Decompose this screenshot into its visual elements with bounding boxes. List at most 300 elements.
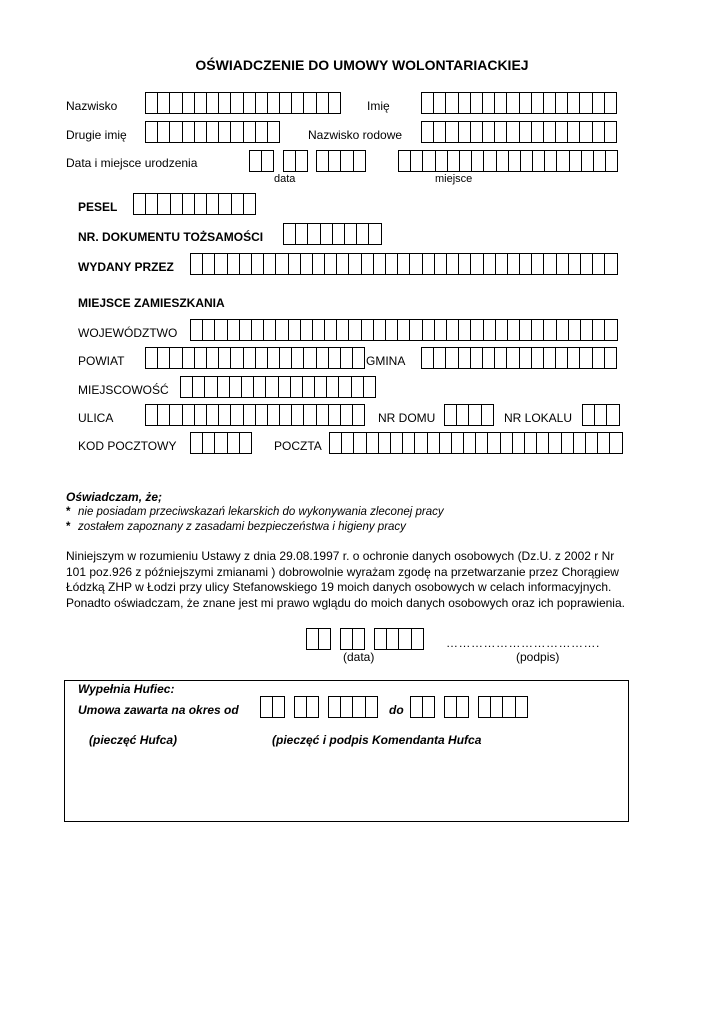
char-cell[interactable] — [580, 92, 592, 114]
input-from-year[interactable] — [328, 696, 378, 718]
char-cell[interactable] — [337, 253, 349, 275]
input-nazwisko[interactable] — [145, 92, 341, 114]
char-cell[interactable] — [581, 253, 593, 275]
input-pesel[interactable] — [133, 193, 256, 215]
char-cell[interactable] — [544, 121, 556, 143]
input-nr-lokalu[interactable] — [582, 404, 620, 426]
char-cell[interactable] — [349, 253, 361, 275]
char-cell[interactable] — [580, 121, 592, 143]
char-cell[interactable] — [256, 404, 268, 426]
char-cell[interactable] — [181, 376, 193, 398]
char-cell[interactable] — [445, 696, 457, 718]
char-cell[interactable] — [158, 193, 170, 215]
char-cell[interactable] — [171, 193, 183, 215]
char-cell[interactable] — [354, 150, 366, 172]
char-cell[interactable] — [593, 319, 605, 341]
char-cell[interactable] — [292, 347, 304, 369]
char-cell[interactable] — [412, 628, 424, 650]
char-cell[interactable] — [422, 92, 434, 114]
char-cell[interactable] — [329, 696, 341, 718]
char-cell[interactable] — [329, 92, 341, 114]
char-cell[interactable] — [445, 404, 457, 426]
char-cell[interactable] — [219, 347, 231, 369]
input-ulica[interactable] — [145, 404, 365, 426]
char-cell[interactable] — [362, 253, 374, 275]
input-imie[interactable] — [421, 92, 617, 114]
char-cell[interactable] — [364, 376, 376, 398]
char-cell[interactable] — [423, 319, 435, 341]
char-cell[interactable] — [280, 92, 292, 114]
input-kod-pocztowy[interactable] — [190, 432, 252, 454]
char-cell[interactable] — [415, 432, 427, 454]
char-cell[interactable] — [483, 347, 495, 369]
char-cell[interactable] — [207, 121, 219, 143]
char-cell[interactable] — [244, 347, 256, 369]
char-cell[interactable] — [521, 150, 533, 172]
char-cell[interactable] — [291, 376, 303, 398]
char-cell[interactable] — [369, 223, 381, 245]
char-cell[interactable] — [544, 253, 556, 275]
input-sign-year[interactable] — [374, 628, 424, 650]
input-to-month[interactable] — [444, 696, 469, 718]
char-cell[interactable] — [203, 319, 215, 341]
input-sign-day[interactable] — [306, 628, 331, 650]
char-cell[interactable] — [195, 193, 207, 215]
char-cell[interactable] — [362, 319, 374, 341]
char-cell[interactable] — [292, 404, 304, 426]
char-cell[interactable] — [295, 696, 307, 718]
char-cell[interactable] — [496, 319, 508, 341]
char-cell[interactable] — [459, 253, 471, 275]
char-cell[interactable] — [218, 376, 230, 398]
char-cell[interactable] — [459, 92, 471, 114]
char-cell[interactable] — [304, 92, 316, 114]
char-cell[interactable] — [367, 432, 379, 454]
char-cell[interactable] — [183, 92, 195, 114]
char-cell[interactable] — [353, 696, 365, 718]
char-cell[interactable] — [341, 404, 353, 426]
char-cell[interactable] — [228, 253, 240, 275]
char-cell[interactable] — [353, 628, 365, 650]
char-cell[interactable] — [532, 319, 544, 341]
char-cell[interactable] — [568, 121, 580, 143]
char-cell[interactable] — [446, 92, 458, 114]
char-cell[interactable] — [557, 253, 569, 275]
char-cell[interactable] — [317, 347, 329, 369]
input-nazwisko-rodowe[interactable] — [421, 121, 617, 143]
char-cell[interactable] — [146, 347, 158, 369]
char-cell[interactable] — [337, 319, 349, 341]
char-cell[interactable] — [556, 92, 568, 114]
char-cell[interactable] — [605, 319, 617, 341]
char-cell[interactable] — [428, 432, 440, 454]
char-cell[interactable] — [289, 253, 301, 275]
char-cell[interactable] — [423, 696, 435, 718]
char-cell[interactable] — [569, 253, 581, 275]
char-cell[interactable] — [231, 404, 243, 426]
char-cell[interactable] — [325, 253, 337, 275]
char-cell[interactable] — [497, 150, 509, 172]
char-cell[interactable] — [341, 150, 353, 172]
char-cell[interactable] — [191, 253, 203, 275]
char-cell[interactable] — [244, 121, 256, 143]
char-cell[interactable] — [146, 193, 158, 215]
char-cell[interactable] — [333, 223, 345, 245]
char-cell[interactable] — [352, 376, 364, 398]
char-cell[interactable] — [191, 319, 203, 341]
char-cell[interactable] — [219, 121, 231, 143]
char-cell[interactable] — [434, 347, 446, 369]
char-cell[interactable] — [284, 150, 296, 172]
char-cell[interactable] — [545, 150, 557, 172]
char-cell[interactable] — [170, 92, 182, 114]
char-cell[interactable] — [520, 121, 532, 143]
char-cell[interactable] — [329, 347, 341, 369]
char-cell[interactable] — [422, 347, 434, 369]
char-cell[interactable] — [434, 121, 446, 143]
char-cell[interactable] — [508, 253, 520, 275]
char-cell[interactable] — [191, 432, 203, 454]
char-cell[interactable] — [183, 404, 195, 426]
char-cell[interactable] — [520, 253, 532, 275]
char-cell[interactable] — [183, 193, 195, 215]
char-cell[interactable] — [479, 696, 491, 718]
char-cell[interactable] — [375, 628, 387, 650]
char-cell[interactable] — [240, 253, 252, 275]
char-cell[interactable] — [215, 253, 227, 275]
char-cell[interactable] — [544, 92, 556, 114]
char-cell[interactable] — [386, 319, 398, 341]
char-cell[interactable] — [250, 150, 262, 172]
char-cell[interactable] — [230, 376, 242, 398]
char-cell[interactable] — [459, 121, 471, 143]
char-cell[interactable] — [276, 319, 288, 341]
input-from-day[interactable] — [260, 696, 285, 718]
char-cell[interactable] — [303, 376, 315, 398]
char-cell[interactable] — [193, 376, 205, 398]
char-cell[interactable] — [605, 253, 617, 275]
char-cell[interactable] — [146, 404, 158, 426]
char-cell[interactable] — [387, 628, 399, 650]
char-cell[interactable] — [317, 150, 329, 172]
char-cell[interactable] — [354, 432, 366, 454]
char-cell[interactable] — [203, 253, 215, 275]
char-cell[interactable] — [507, 92, 519, 114]
char-cell[interactable] — [459, 319, 471, 341]
input-gmina[interactable] — [421, 347, 617, 369]
char-cell[interactable] — [205, 376, 217, 398]
char-cell[interactable] — [280, 347, 292, 369]
char-cell[interactable] — [134, 193, 146, 215]
char-cell[interactable] — [307, 696, 319, 718]
char-cell[interactable] — [452, 432, 464, 454]
char-cell[interactable] — [195, 121, 207, 143]
char-cell[interactable] — [440, 432, 452, 454]
char-cell[interactable] — [508, 319, 520, 341]
input-to-day[interactable] — [410, 696, 435, 718]
char-cell[interactable] — [158, 92, 170, 114]
char-cell[interactable] — [471, 92, 483, 114]
char-cell[interactable] — [460, 150, 472, 172]
char-cell[interactable] — [423, 150, 435, 172]
char-cell[interactable] — [341, 628, 353, 650]
char-cell[interactable] — [513, 432, 525, 454]
char-cell[interactable] — [411, 150, 423, 172]
char-cell[interactable] — [544, 319, 556, 341]
char-cell[interactable] — [556, 347, 568, 369]
char-cell[interactable] — [313, 253, 325, 275]
char-cell[interactable] — [593, 92, 605, 114]
char-cell[interactable] — [273, 696, 285, 718]
char-cell[interactable] — [520, 319, 532, 341]
char-cell[interactable] — [266, 376, 278, 398]
char-cell[interactable] — [472, 150, 484, 172]
char-cell[interactable] — [606, 150, 618, 172]
char-cell[interactable] — [280, 404, 292, 426]
char-cell[interactable] — [313, 319, 325, 341]
char-cell[interactable] — [398, 319, 410, 341]
char-cell[interactable] — [195, 347, 207, 369]
char-cell[interactable] — [158, 404, 170, 426]
char-cell[interactable] — [353, 347, 365, 369]
char-cell[interactable] — [228, 432, 240, 454]
char-cell[interactable] — [219, 404, 231, 426]
char-cell[interactable] — [446, 121, 458, 143]
char-cell[interactable] — [242, 376, 254, 398]
input-birth-day[interactable] — [249, 150, 274, 172]
char-cell[interactable] — [276, 253, 288, 275]
char-cell[interactable] — [520, 347, 532, 369]
input-wojewodztwo[interactable] — [190, 319, 618, 341]
input-from-month[interactable] — [294, 696, 319, 718]
char-cell[interactable] — [379, 432, 391, 454]
char-cell[interactable] — [315, 376, 327, 398]
char-cell[interactable] — [244, 193, 256, 215]
char-cell[interactable] — [580, 347, 592, 369]
char-cell[interactable] — [240, 432, 252, 454]
char-cell[interactable] — [484, 253, 496, 275]
char-cell[interactable] — [262, 150, 274, 172]
char-cell[interactable] — [329, 150, 341, 172]
input-powiat[interactable] — [145, 347, 365, 369]
char-cell[interactable] — [464, 432, 476, 454]
char-cell[interactable] — [345, 223, 357, 245]
char-cell[interactable] — [321, 223, 333, 245]
char-cell[interactable] — [327, 376, 339, 398]
input-miejscowosc[interactable] — [180, 376, 376, 398]
char-cell[interactable] — [507, 347, 519, 369]
char-cell[interactable] — [207, 92, 219, 114]
char-cell[interactable] — [607, 404, 619, 426]
char-cell[interactable] — [228, 319, 240, 341]
char-cell[interactable] — [495, 347, 507, 369]
signature-line[interactable]: ………………………………. — [446, 636, 600, 650]
char-cell[interactable] — [207, 193, 219, 215]
char-cell[interactable] — [484, 150, 496, 172]
char-cell[interactable] — [410, 319, 422, 341]
char-cell[interactable] — [386, 253, 398, 275]
char-cell[interactable] — [195, 92, 207, 114]
char-cell[interactable] — [195, 404, 207, 426]
char-cell[interactable] — [304, 404, 316, 426]
char-cell[interactable] — [279, 376, 291, 398]
char-cell[interactable] — [410, 253, 422, 275]
char-cell[interactable] — [203, 432, 215, 454]
char-cell[interactable] — [610, 432, 622, 454]
char-cell[interactable] — [482, 404, 494, 426]
char-cell[interactable] — [240, 319, 252, 341]
char-cell[interactable] — [301, 319, 313, 341]
char-cell[interactable] — [532, 347, 544, 369]
char-cell[interactable] — [342, 432, 354, 454]
char-cell[interactable] — [549, 432, 561, 454]
char-cell[interactable] — [484, 319, 496, 341]
char-cell[interactable] — [593, 121, 605, 143]
input-nr-domu[interactable] — [444, 404, 494, 426]
char-cell[interactable] — [292, 92, 304, 114]
char-cell[interactable] — [605, 92, 617, 114]
char-cell[interactable] — [503, 696, 515, 718]
char-cell[interactable] — [391, 432, 403, 454]
char-cell[interactable] — [207, 404, 219, 426]
char-cell[interactable] — [183, 121, 195, 143]
char-cell[interactable] — [593, 253, 605, 275]
char-cell[interactable] — [256, 121, 268, 143]
char-cell[interactable] — [268, 404, 280, 426]
char-cell[interactable] — [170, 347, 182, 369]
char-cell[interactable] — [268, 121, 280, 143]
char-cell[interactable] — [170, 121, 182, 143]
char-cell[interactable] — [244, 404, 256, 426]
char-cell[interactable] — [544, 347, 556, 369]
char-cell[interactable] — [581, 319, 593, 341]
char-cell[interactable] — [374, 253, 386, 275]
char-cell[interactable] — [411, 696, 423, 718]
char-cell[interactable] — [435, 253, 447, 275]
char-cell[interactable] — [284, 223, 296, 245]
char-cell[interactable] — [471, 121, 483, 143]
char-cell[interactable] — [569, 319, 581, 341]
char-cell[interactable] — [215, 432, 227, 454]
char-cell[interactable] — [594, 150, 606, 172]
char-cell[interactable] — [264, 253, 276, 275]
char-cell[interactable] — [296, 223, 308, 245]
char-cell[interactable] — [532, 92, 544, 114]
char-cell[interactable] — [261, 696, 273, 718]
char-cell[interactable] — [399, 150, 411, 172]
char-cell[interactable] — [570, 150, 582, 172]
char-cell[interactable] — [304, 347, 316, 369]
char-cell[interactable] — [586, 432, 598, 454]
char-cell[interactable] — [471, 253, 483, 275]
char-cell[interactable] — [507, 121, 519, 143]
input-birth-place[interactable] — [398, 150, 618, 172]
char-cell[interactable] — [605, 121, 617, 143]
char-cell[interactable] — [471, 319, 483, 341]
char-cell[interactable] — [423, 253, 435, 275]
char-cell[interactable] — [403, 432, 415, 454]
char-cell[interactable] — [357, 223, 369, 245]
char-cell[interactable] — [341, 347, 353, 369]
char-cell[interactable] — [459, 347, 471, 369]
char-cell[interactable] — [183, 347, 195, 369]
char-cell[interactable] — [501, 432, 513, 454]
input-poczta[interactable] — [329, 432, 623, 454]
char-cell[interactable] — [556, 121, 568, 143]
char-cell[interactable] — [264, 319, 276, 341]
char-cell[interactable] — [252, 253, 264, 275]
char-cell[interactable] — [568, 92, 580, 114]
char-cell[interactable] — [532, 121, 544, 143]
char-cell[interactable] — [496, 253, 508, 275]
char-cell[interactable] — [366, 696, 378, 718]
char-cell[interactable] — [158, 347, 170, 369]
char-cell[interactable] — [488, 432, 500, 454]
char-cell[interactable] — [436, 150, 448, 172]
char-cell[interactable] — [341, 696, 353, 718]
char-cell[interactable] — [374, 319, 386, 341]
input-birth-month[interactable] — [283, 150, 308, 172]
char-cell[interactable] — [146, 121, 158, 143]
char-cell[interactable] — [319, 628, 331, 650]
char-cell[interactable] — [469, 404, 481, 426]
char-cell[interactable] — [219, 193, 231, 215]
char-cell[interactable] — [483, 92, 495, 114]
input-sign-month[interactable] — [340, 628, 365, 650]
char-cell[interactable] — [256, 92, 268, 114]
char-cell[interactable] — [268, 347, 280, 369]
char-cell[interactable] — [471, 347, 483, 369]
char-cell[interactable] — [252, 319, 264, 341]
char-cell[interactable] — [268, 92, 280, 114]
char-cell[interactable] — [330, 432, 342, 454]
char-cell[interactable] — [317, 92, 329, 114]
char-cell[interactable] — [289, 319, 301, 341]
char-cell[interactable] — [447, 253, 459, 275]
char-cell[interactable] — [557, 319, 569, 341]
char-cell[interactable] — [435, 319, 447, 341]
char-cell[interactable] — [325, 319, 337, 341]
char-cell[interactable] — [307, 628, 319, 650]
char-cell[interactable] — [476, 432, 488, 454]
char-cell[interactable] — [434, 92, 446, 114]
char-cell[interactable] — [574, 432, 586, 454]
input-birth-year[interactable] — [316, 150, 366, 172]
char-cell[interactable] — [219, 92, 231, 114]
char-cell[interactable] — [301, 253, 313, 275]
char-cell[interactable] — [232, 193, 244, 215]
char-cell[interactable] — [170, 404, 182, 426]
char-cell[interactable] — [593, 347, 605, 369]
char-cell[interactable] — [525, 432, 537, 454]
input-to-year[interactable] — [478, 696, 528, 718]
char-cell[interactable] — [516, 696, 528, 718]
char-cell[interactable] — [532, 253, 544, 275]
char-cell[interactable] — [231, 92, 243, 114]
char-cell[interactable] — [562, 432, 574, 454]
input-nr-dokumentu[interactable] — [283, 223, 382, 245]
char-cell[interactable] — [533, 150, 545, 172]
char-cell[interactable] — [457, 404, 469, 426]
input-wydany-przez[interactable] — [190, 253, 618, 275]
char-cell[interactable] — [583, 404, 595, 426]
char-cell[interactable] — [447, 319, 459, 341]
char-cell[interactable] — [457, 696, 469, 718]
char-cell[interactable] — [446, 347, 458, 369]
char-cell[interactable] — [422, 121, 434, 143]
char-cell[interactable] — [254, 376, 266, 398]
char-cell[interactable] — [215, 319, 227, 341]
